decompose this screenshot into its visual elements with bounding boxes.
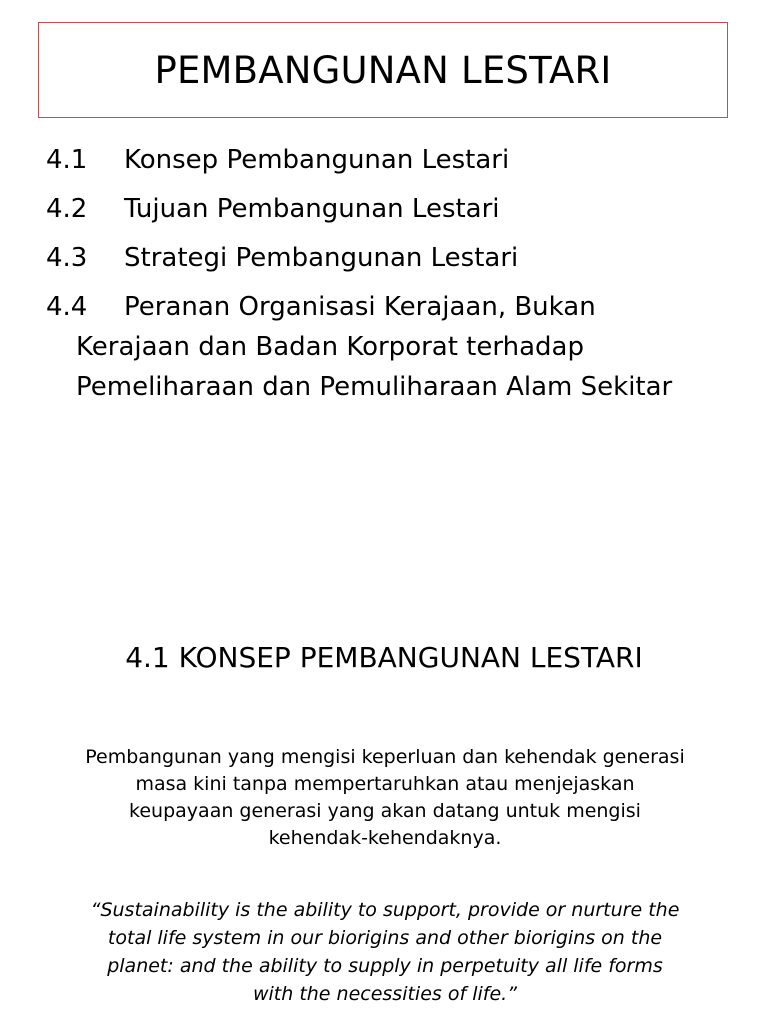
definition-line: kehendak-kehendaknya.: [268, 827, 502, 849]
quote-paragraph: [60, 896, 710, 1008]
quote-line: “Sustainability is the ability to support, provide or nurture the: [90, 899, 680, 921]
agenda-list: [46, 140, 746, 416]
quote-line: with the necessities of life.”: [252, 983, 518, 1005]
agenda-item-continuation: Kerajaan dan Badan Korporat terhadap: [76, 332, 584, 362]
agenda-item-number: 4.3: [46, 243, 88, 273]
definition-line: keupayaan generasi yang akan datang untuk mengisi: [129, 800, 641, 822]
agenda-item-text: Strategi Pembangunan Lestari: [124, 243, 519, 273]
agenda-item-4-1: [46, 140, 746, 180]
agenda-item-text: Tujuan Pembangunan Lestari: [124, 194, 500, 224]
title-box: [38, 22, 728, 118]
quote-line: planet: and the ability to supply in perpetuity all life forms: [107, 955, 663, 977]
definition-line: Pembangunan yang mengisi keperluan dan kehendak generasi: [85, 746, 685, 768]
page-title: PEMBANGUNAN LESTARI: [154, 48, 612, 92]
definition-line: masa kini tanpa mempertaruhkan atau menjejaskan: [135, 773, 635, 795]
agenda-item-continuation: Pemeliharaan dan Pemuliharaan Alam Sekitar: [76, 372, 673, 402]
agenda-item-text: Konsep Pembangunan Lestari: [124, 145, 510, 175]
agenda-item-number: 4.2: [46, 194, 88, 224]
agenda-item-number: 4.4: [46, 292, 88, 322]
definition-paragraph: [60, 744, 710, 852]
agenda-item-4-2: [46, 189, 746, 229]
section-heading: 4.1 KONSEP PEMBANGUNAN LESTARI: [125, 641, 643, 674]
agenda-item-first-line: [46, 287, 746, 327]
agenda-item-text: Peranan Organisasi Kerajaan, Bukan: [124, 292, 596, 322]
quote-line: total life system in our biorigins and other biorigins on the: [107, 927, 663, 949]
agenda-item-4-4: [46, 287, 746, 407]
agenda-item-number: 4.1: [46, 145, 88, 175]
agenda-item-4-3: [46, 238, 746, 278]
